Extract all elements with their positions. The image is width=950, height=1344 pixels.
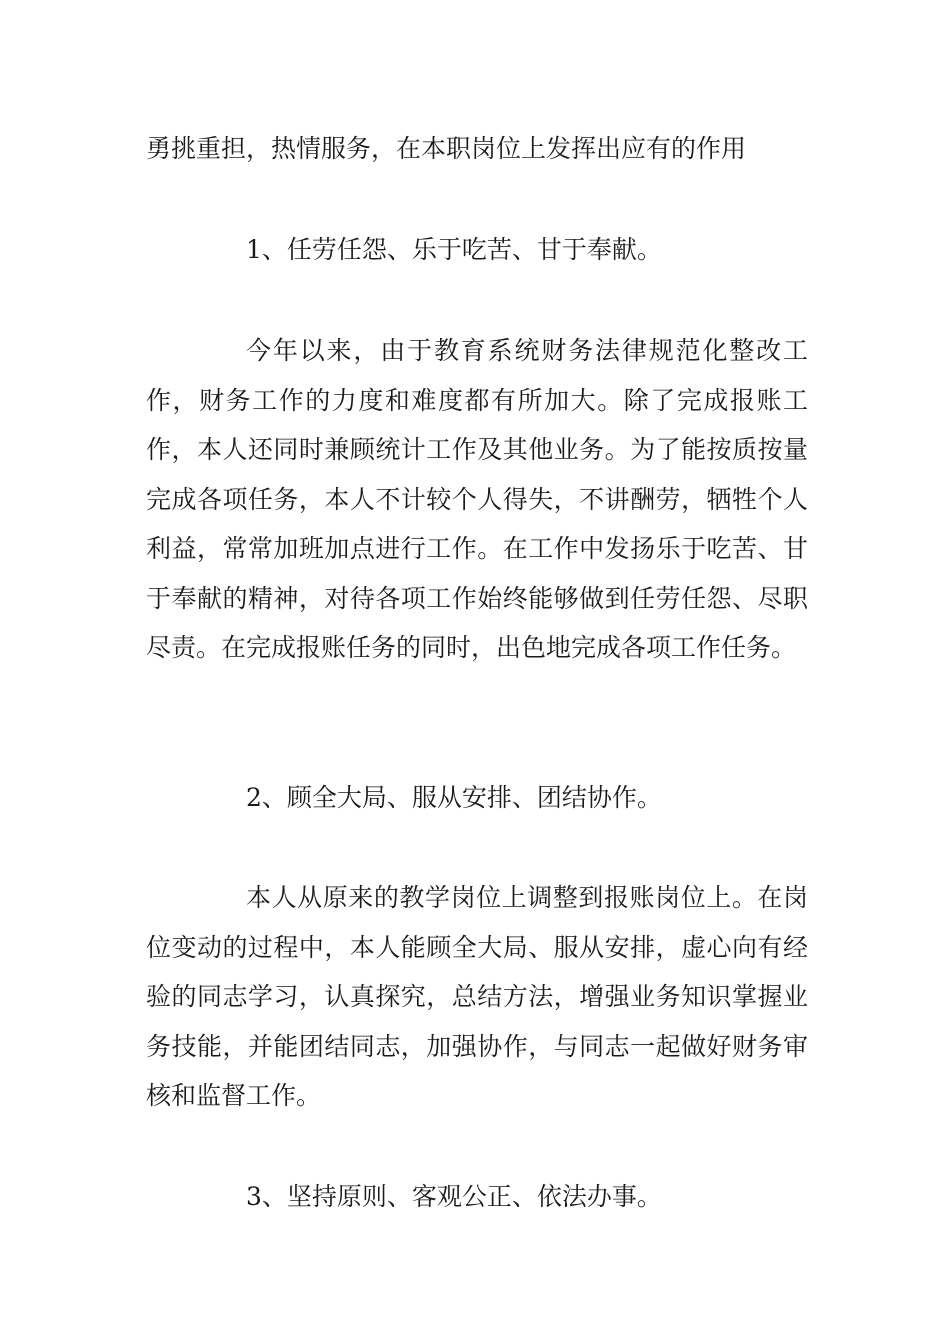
- section-3-heading: 3、坚持原则、客观公正、依法办事。: [246, 1182, 662, 1211]
- section-2-heading: 2、顾全大局、服从安排、团结协作。: [246, 783, 662, 812]
- section-2-paragraph: 本人从原来的教学岗位上调整到报账岗位上。在岗位变动的过程中，本人能顾全大局、服从安排，虚心向有经验的同志学习，认真探究，总结方法，增强业务知识掌握业务技能，并能团结同志，加强协作，与同志一起做好财务审核和监督工作。: [146, 883, 808, 1110]
- section-1-paragraph: 今年以来，由于教育系统财务法律规范化整改工作，财务工作的力度和难度都有所加大。除了完成报账工作，本人还同时兼顾统计工作及其他业务。为了能按质按量完成各项任务，本人不计较个人得失，不讲酬劳，牺牲个人利益，常常加班加点进行工作。在工作中发扬乐于吃苦、甘于奉献的精神，对待各项工作始终能够做到任劳任怨、尽职尽责。在完成报账任务的同时，出色地完成各项工作任务。: [146, 336, 808, 662]
- section-1-heading: 1、任劳任怨、乐于吃苦、甘于奉献。: [246, 235, 662, 264]
- intro-line: 勇挑重担，热情服务，在本职岗位上发挥出应有的作用: [146, 134, 747, 163]
